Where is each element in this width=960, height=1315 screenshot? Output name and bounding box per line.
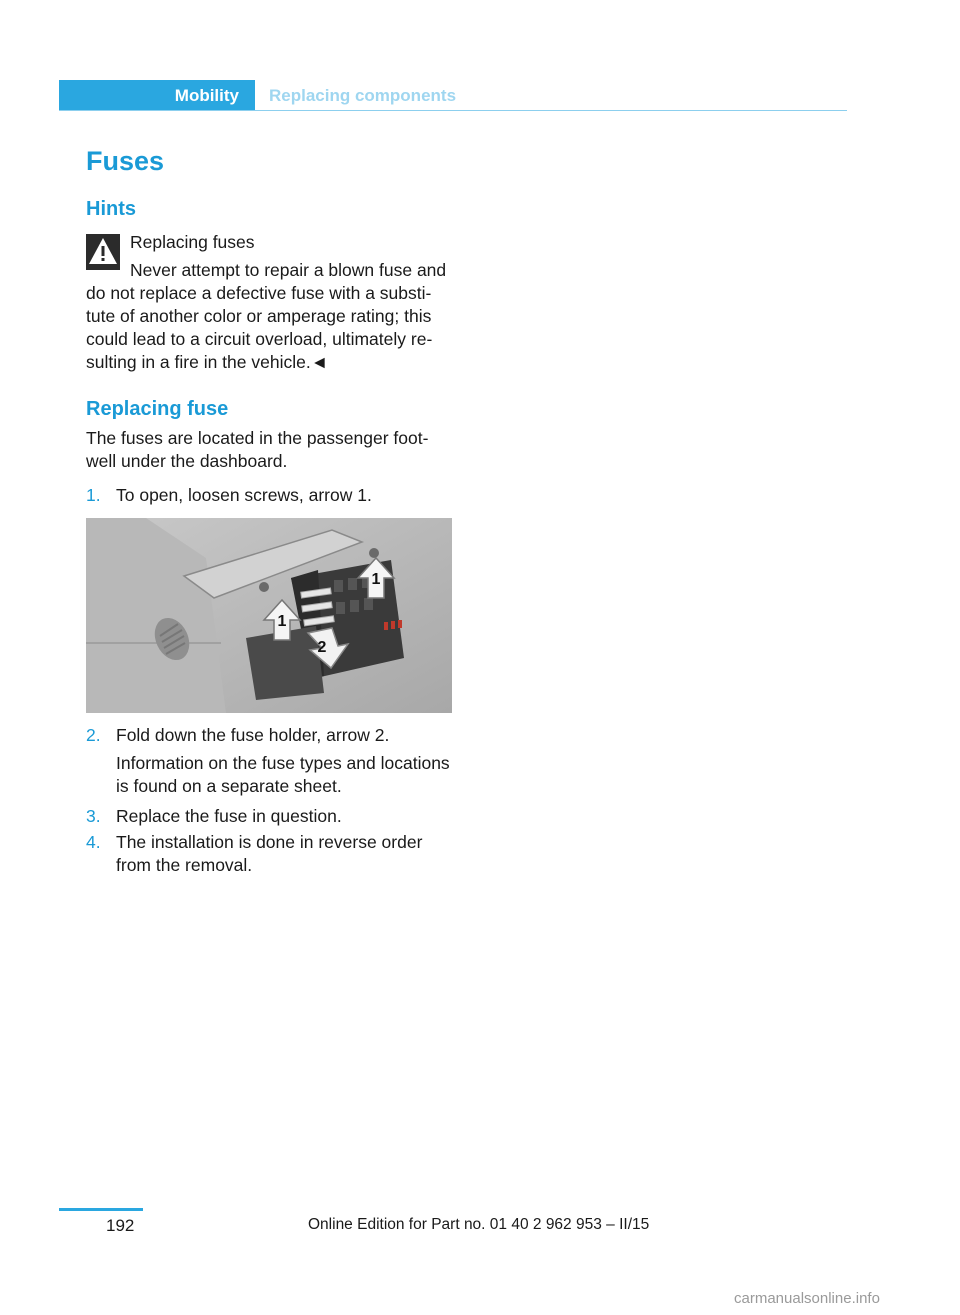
hints-heading: Hints [86,198,136,220]
step-text: Fold down the fuse holder, arrow 2. [116,725,390,745]
arrow-2-label: 2 [317,639,327,656]
intro-text-line: well under the dashboard. [86,451,288,471]
step-subtext: Information on the fuse types and locations [116,753,450,773]
page-header [59,80,847,112]
fuse-box-illustration [86,518,452,713]
step-text: from the removal. [116,855,253,875]
step-number: 3. [86,806,101,826]
arrow-1-label-right: 1 [371,571,381,588]
warning-title: Replacing fuses [130,232,255,252]
intro-text-line: The fuses are located in the passenger foot- [86,428,429,448]
warning-icon [86,234,120,270]
warning-text-line: do not replace a defective fuse with a substi- [86,283,432,303]
step-number: 1. [86,485,101,505]
step-text: Replace the fuse in question. [116,806,342,826]
warning-text-line: tute of another color or amperage rating; this [86,306,432,326]
edition-text: Online Edition for Part no. 01 40 2 962 953 – II/15 [308,1216,650,1233]
replacing-fuse-heading: Replacing fuse [86,398,229,420]
page-title: Fuses [86,146,165,176]
header-chapter-label: Replacing components [269,86,457,105]
footer-rule [59,1208,143,1211]
header-section-label: Mobility [59,80,255,111]
warning-text-line: could lead to a circuit overload, ultimately re- [86,329,433,349]
warning-text-line: Never attempt to repair a blown fuse and [130,260,447,280]
header-rule [59,110,847,111]
step-text: The installation is done in reverse order [116,832,423,852]
watermark: carmanualsonline.info [734,1290,880,1307]
arrow-1-label-left: 1 [277,613,287,630]
step-number: 2. [86,725,101,745]
step-text: To open, loosen screws, arrow 1. [116,485,372,505]
step-subtext: is found on a separate sheet. [116,776,342,796]
step-number: 4. [86,832,101,852]
page-number: 192 [106,1216,135,1235]
warning-text-line: sulting in a fire in the vehicle.◄ [86,352,329,372]
